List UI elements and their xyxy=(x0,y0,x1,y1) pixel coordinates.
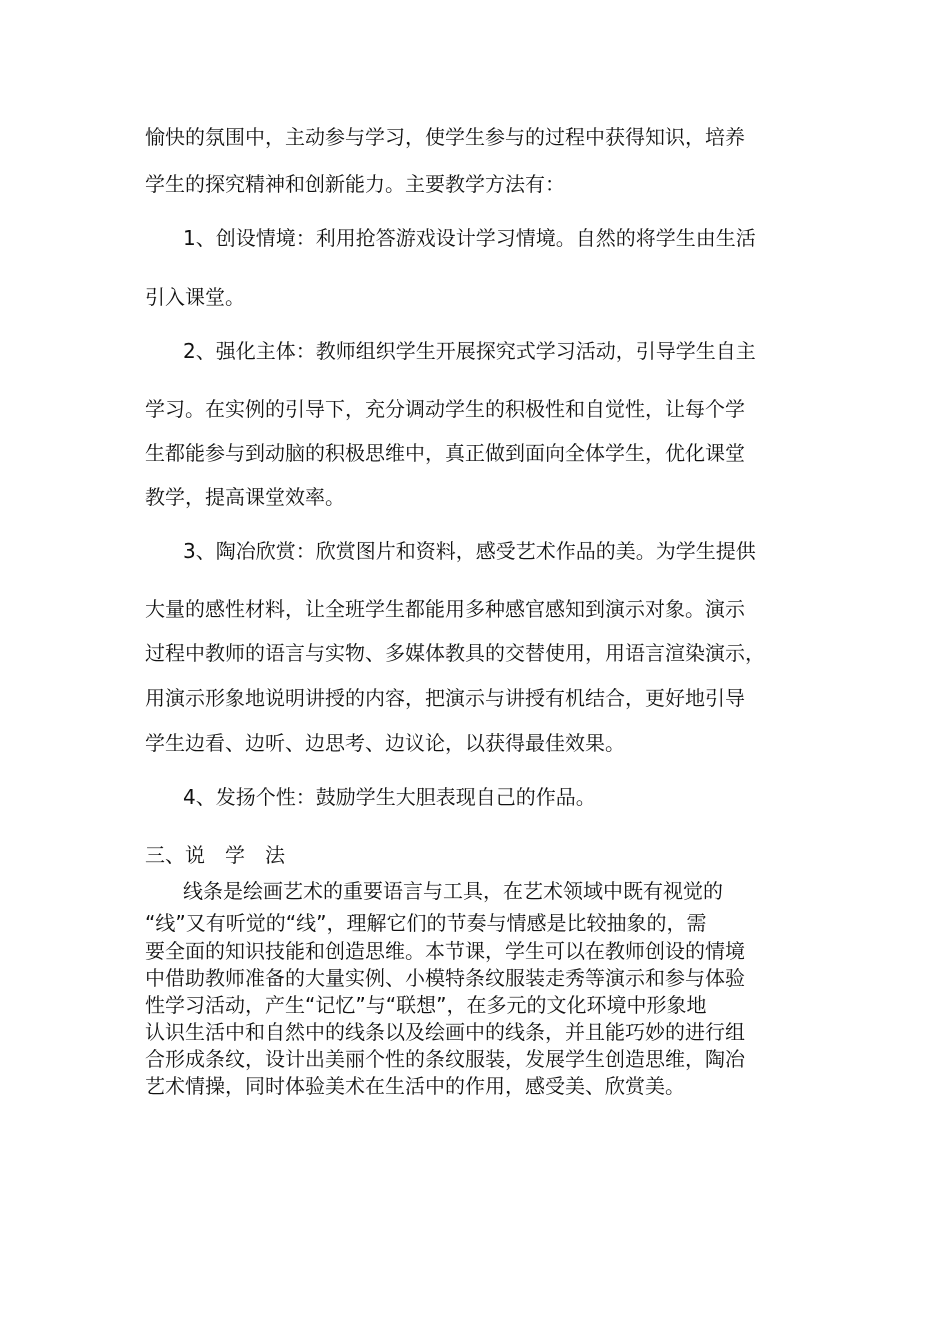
paragraph-line: 中借助教师准备的大量实例、小模特条纹服装走秀等演示和参与体验 xyxy=(145,966,745,990)
paragraph-line: 学习。在实例的引导下，充分调动学生的积极性和自觉性，让每个学 xyxy=(145,397,745,421)
paragraph-line: 认识生活中和自然中的线条以及绘画中的线条，并且能巧妙的进行组 xyxy=(145,1020,745,1044)
paragraph-line: 生都能参与到动脑的积极思维中，真正做到面向全体学生，优化课堂 xyxy=(145,441,745,465)
paragraph-line: 线条是绘画艺术的重要语言与工具，在艺术领域中既有视觉的 xyxy=(183,879,723,903)
paragraph-line: 过程中教师的语言与实物、多媒体教具的交替使用，用语言渲染演示， xyxy=(145,641,765,665)
list-item-line: 2、强化主体：教师组织学生开展探究式学习活动，引导学生自主 xyxy=(183,339,756,363)
paragraph-line: 愉快的氛围中，主动参与学习，使学生参与的过程中获得知识，培养 xyxy=(145,125,745,149)
list-item-line: 4、发扬个性：鼓励学生大胆表现自己的作品。 xyxy=(183,785,596,809)
paragraph-line: 艺术情操，同时体验美术在生活中的作用，感受美、欣赏美。 xyxy=(145,1074,685,1098)
paragraph-line: “线”又有听觉的“线”，理解它们的节奏与情感是比较抽象的，需 xyxy=(145,911,707,935)
section-heading: 三、说 学 法 xyxy=(145,843,285,867)
paragraph-line: 学生边看、边听、边思考、边议论，以获得最佳效果。 xyxy=(145,731,625,755)
paragraph-line: 合形成条纹，设计出美丽个性的条纹服装，发展学生创造思维，陶冶 xyxy=(145,1047,745,1071)
paragraph-line: 教学，提高课堂效率。 xyxy=(145,485,345,509)
paragraph-line: 性学习活动，产生“记忆”与“联想”，在多元的文化环境中形象地 xyxy=(145,993,707,1017)
paragraph-line: 用演示形象地说明讲授的内容，把演示与讲授有机结合，更好地引导 xyxy=(145,686,745,710)
list-item-line: 1、创设情境：利用抢答游戏设计学习情境。自然的将学生由生活 xyxy=(183,226,756,250)
paragraph-line: 要全面的知识技能和创造思维。本节课，学生可以在教师创设的情境 xyxy=(145,939,745,963)
list-item-line: 3、陶冶欣赏：欣赏图片和资料，感受艺术作品的美。为学生提供 xyxy=(183,539,756,563)
paragraph-line: 大量的感性材料，让全班学生都能用多种感官感知到演示对象。演示 xyxy=(145,597,745,621)
paragraph-line: 学生的探究精神和创新能力。主要教学方法有： xyxy=(145,172,565,196)
paragraph-line: 引入课堂。 xyxy=(145,285,245,309)
